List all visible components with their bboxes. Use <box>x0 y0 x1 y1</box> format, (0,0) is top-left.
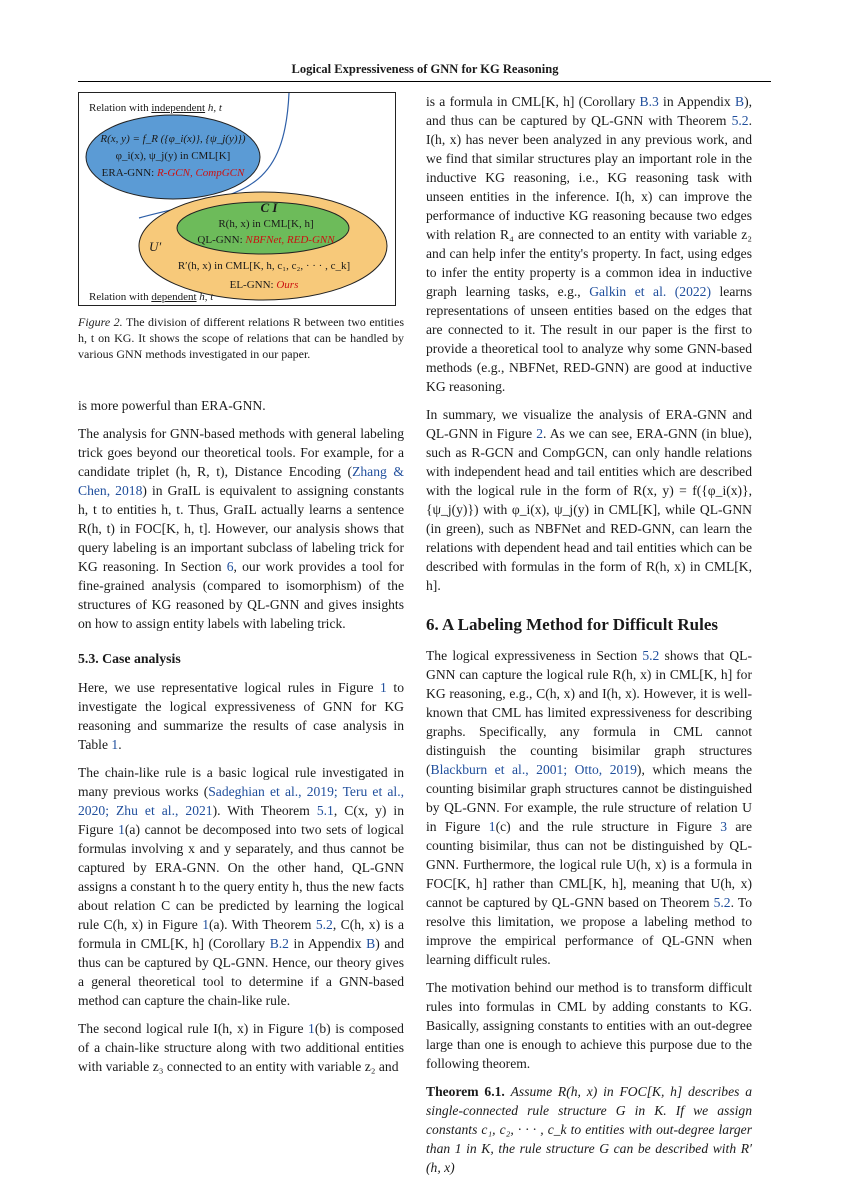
figure-link[interactable]: 3 <box>720 819 728 834</box>
figure-link[interactable]: 1 <box>308 1021 315 1036</box>
citation-link[interactable]: Sadeghian et al., 2019; Teru et al., 2020; Zhu et al., 2021 <box>78 784 404 818</box>
ql-formula: R(h, x) in CML[K, h] <box>218 218 314 230</box>
era-methods: ERA-GNN: R-GCN, CompGCN <box>101 167 245 179</box>
appendix-link[interactable]: B <box>366 936 376 951</box>
figure-2 <box>78 92 396 306</box>
figure-link[interactable]: 1 <box>118 822 125 837</box>
left-column <box>78 92 404 1085</box>
section-heading-5-3: 5.3. Case analysis <box>78 651 181 666</box>
dependent-label: Relation with dependent h, t <box>89 291 214 303</box>
section-link[interactable]: 5.2 <box>642 648 660 663</box>
left-paragraph-3: Here, we use representative logical rules in Figure 1 to investigate the logical expressiveness of GNN for KG reasoning and summarize the results of case analysis in Table 1. <box>78 680 404 752</box>
corollary-link[interactable]: B.3 <box>639 94 659 109</box>
right-paragraph-2: In summary, we visualize the analysis of ERA-GNN and QL-GNN in Figure 2. As we can see, ERA-GNN (in blue), such as R-GCN and CompGCN, can only handle relations with independent head and tail entities which are described with the logical rule in the form of R(x, y) = f({φ_i(x)}, {ψ_j(y)}) with φ_i(x), ψ_j(y) in CML[K], while QL-GNN (in green), such as NBFNet and RED-GNN, can learn the relations with dependent head and tail entities which can be described with formulas in the form of R(h, x) in CML[K, h]. <box>426 407 752 593</box>
header-rule <box>78 81 771 82</box>
left-paragraph-2: The analysis for GNN-based methods with general labeling trick goes beyond our theoretical tools. For example, for a candidate triplet (h, R, t), Distance Encoding (Zhang & Chen, 2018) in GraIL is equivalent to assigning constants h, t to entities h, t. Thus, GraIL actually learns a sentence R(h, t) in FOC[K, h, t]. However, our analysis shows that query labeling is an important subclass of labeling trick for KG reasoning. In Section 6, our work provides a tool for fine-grained analysis (compared to isomorphism) of the structures of KG reasoned by QL-GNN and gives insights on how to assign entity labels with labeling trick. <box>78 426 404 631</box>
section-link[interactable]: 6 <box>226 559 234 574</box>
appendix-link[interactable]: B <box>734 94 745 109</box>
el-formula: R′(h, x) in CML[K, h, c₁, c₂, · · · , c_k] <box>177 260 351 272</box>
figure-link[interactable]: 2 <box>536 426 544 441</box>
era-formula: R(x, y) = f_R ({φ_i(x)}, {ψ_j(y)}) <box>100 133 246 145</box>
figure-link[interactable]: 1 <box>202 917 210 932</box>
corollary-link[interactable]: B.2 <box>269 936 289 951</box>
ql-tag: C I <box>260 200 278 215</box>
running-head: Logical Expressiveness of GNN for KG Reasoning <box>291 62 559 76</box>
el-tag: U′ <box>149 239 162 254</box>
theorem-link[interactable]: 5.2 <box>315 917 333 932</box>
theorem-link[interactable]: 5.2 <box>731 113 749 128</box>
citation-link[interactable]: Zhang & Chen, 2018 <box>78 464 404 498</box>
ql-methods: QL-GNN: NBFNet, RED-GNN <box>197 234 335 246</box>
right-paragraph-3: The logical expressiveness in Section 5.2 shows that QL-GNN can capture the logical rule R(h, x) in CML[K, h] for KG reasoning, e.g., C(h, x) and I(h, x). However, it is well-known that CML has limited expressiveness for describing graphs. Specifically, any formula in CML cannot distinguish the counting bisimilar graph structures (Blackburn et al., 2001; Otto, 2019), which means the counting bisimilar graph structures cannot be distinguished by QL-GNN. For example, the rule structure of relation U in Figure 1(c) and the rule structure in Figure 3 are counting bisimilar, thus can not be distinguished by QL-GNN. Furthermore, the logical rule U(h, x) is a formula in FOC[K, h] rather than CML[K, h], meaning that U(h, x) cannot be captured by QL-GNN based on Theorem 5.2. To resolve this limitation, we propose a labeling method to improve the empirical performance of QL-GNN when learning difficult rules. <box>426 648 752 967</box>
figure-link[interactable]: 1 <box>380 680 387 695</box>
era-condition: φ_i(x), ψ_j(y) in CML[K] <box>115 150 231 162</box>
figure-caption: Figure 2. The division of different relations R between two entities h, t on KG. It shows the scope of relations that can be handled by various GNN methods investigated in our paper. <box>78 315 404 361</box>
right-column <box>426 92 752 1186</box>
theorem-6-1: Theorem 6.1. Assume R(h, x) in FOC[K, h] describes a single-connected rule structure G in K. If we assign constants c₁, c₂, · · · , c_k to entities with out-degree larger than 1 in K, the rule structure G can be described with R′(h, x) <box>426 1084 752 1175</box>
left-paragraph-1: is more powerful than ERA-GNN. <box>78 398 266 413</box>
theorem-link[interactable]: 5.1 <box>316 803 334 818</box>
section-heading-6: 6. A Labeling Method for Difficult Rules <box>426 615 718 634</box>
table-link[interactable]: 1 <box>111 737 119 752</box>
el-methods: EL-GNN: Ours <box>229 279 299 291</box>
theorem-link[interactable]: 5.2 <box>713 895 731 910</box>
citation-link[interactable]: Galkin et al. (2022) <box>589 284 712 299</box>
left-paragraph-5: The second logical rule I(h, x) in Figure 1(b) is composed of a chain-like structure along with two additional entities with variable z₃ connected to an entity with variable z₂ and <box>78 1021 404 1074</box>
right-paragraph-1: is a formula in CML[K, h] (Corollary B.3 in Appendix B), and thus can be captured by QL-GNN with Theorem 5.2. I(h, x) has never been analyzed in any previous work, and we find that similar structures play an important role in the inductive KG reasoning, i.e., KG reasoning task with unseen entities in the inference. I(h, x) can improve the performance of inductive KG reasoning because two edges with relation R₄ are connected to an entity with variable z₂ and can help infer the entity's property. In fact, using edges to infer the entity property is a common idea in inductive graph learning tasks, e.g., Galkin et al. (2022) learns representations of unseen entities based on the edges that are connected to it. The result in our paper is the first to provide a theoretical tool to analyze why some GNN-based methods (e.g., NBFNet, RED-GNN) are good at inductive KG reasoning. <box>426 94 752 394</box>
right-paragraph-4: The motivation behind our method is to transform difficult rules into formulas in CML by adding constants to KG. Basically, assigning constants to entities with an out-degree large than one is enough to achieve this purpose due to the following theorem. <box>426 980 752 1071</box>
citation-link[interactable]: Blackburn et al., 2001; Otto, 2019 <box>430 762 637 777</box>
figure-link[interactable]: 1 <box>488 819 496 834</box>
left-paragraph-4: The chain-like rule is a basic logical rule investigated in many previous works (Sadeghian et al., 2019; Teru et al., 2020; Zhu et al., 2021). With Theorem 5.1, C(x, y) in Figure 1(a) cannot be decomposed into two sets of logical formulas involving x and y separately, and thus cannot be captured by ERA-GNN. On the other hand, QL-GNN assigns a constant h to the query entity h, thus the new facts about relation C can be predicted by learning the logical rule C(h, x) in Figure 1(a). With Theorem 5.2, C(h, x) is a formula in CML[K, h] (Corollary B.2 in Appendix B) and thus can be captured by QL-GNN. Hence, our theory gives a general theoretical tool to determine if a GNN-based method can capture the chain-like rule. <box>78 765 405 1008</box>
independent-label: Relation with independent h, t <box>89 102 222 114</box>
